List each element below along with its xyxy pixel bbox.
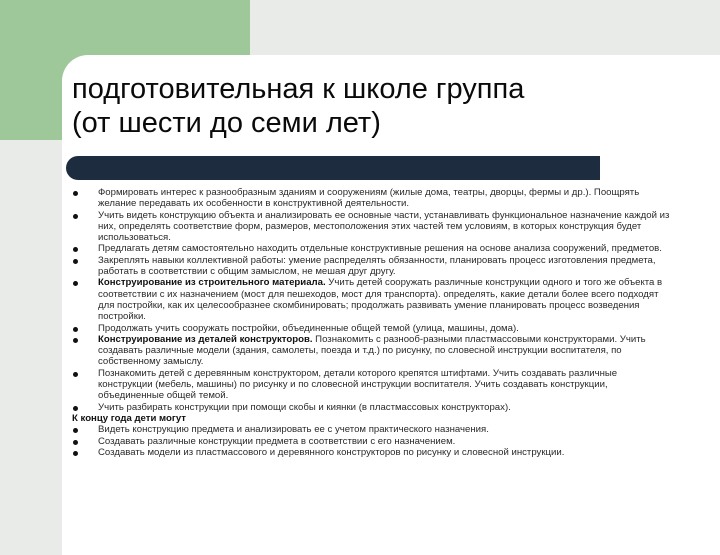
- bullet-icon: [73, 338, 78, 343]
- item-text: Создавать различные конструкции предмета в соответствии с его назначением.: [98, 435, 456, 447]
- list-item: [72, 447, 672, 458]
- item-text: Продолжать учить сооружать постройки, объединенные общей темой (улица, машины, дома).: [98, 322, 519, 334]
- bullet-icon: [73, 247, 78, 252]
- title-line-1: подготовительная к школе группа: [72, 73, 525, 105]
- slide-content: [72, 187, 672, 458]
- bullet-icon: [73, 281, 78, 286]
- item-text: Закреплять навыки коллективной работы: умение распределять обязанности, планировать процесс изготовления предмета, работать в соответствии с общим замыслом, не мешая друг другу.: [98, 254, 656, 278]
- item-text: Познакомить детей с деревянным конструктором, детали которого крепятся штифтами. Учить создавать различные конструкции (мебель, машины) по рисунку и по словесной инструкции воспитателя. Учить создавать конструкции, объединенные общей темой.: [98, 367, 618, 402]
- list-item: [72, 243, 672, 254]
- list-item: [72, 277, 672, 322]
- list-item: [72, 424, 672, 435]
- list-item: [72, 402, 672, 413]
- item-text: Создавать модели из пластмассового и деревянного конструкторов по рисунку и словесной инструкции.: [98, 446, 565, 458]
- slide-title: [72, 72, 524, 140]
- item-text: Учить разбирать конструкции при помощи скобы и киянки (в пластмассовых конструкторах).: [98, 401, 511, 413]
- bullet-icon: [73, 214, 78, 219]
- goals-list: [72, 187, 672, 413]
- bullet-icon: [73, 440, 78, 445]
- item-text: Видеть конструкцию предмета и анализировать ее с учетом практического назначения.: [98, 424, 489, 436]
- bullet-icon: [73, 451, 78, 456]
- list-item: [72, 334, 672, 368]
- title-divider-bar: [66, 156, 600, 180]
- item-text: Учить детей сооружать различные конструкции одного и того же объекта в соответствии с их назначением (мост для пешеходов, мост для транспорта). определять, какие детали более всего подходят для постройки, как их целесообразнее скомбинировать; продолжать развивать умение планировать процесс возведения постройки.: [98, 277, 663, 323]
- outcomes-list: [72, 424, 672, 458]
- item-bold: Конструирование из деталей конструкторов.: [98, 333, 313, 345]
- item-text: Познакомить с разнооб-разными пластмассовыми конструкторами. Учить создавать различные модели (здания, самолеты, поезда и т.д.) по рисунку, по словесной инструкции воспитателя, по собственному замыслу.: [98, 333, 646, 368]
- bullet-icon: [73, 327, 78, 332]
- bullet-icon: [73, 372, 78, 377]
- list-item: [72, 368, 672, 402]
- list-item: [72, 436, 672, 447]
- list-item: [72, 210, 672, 244]
- bullet-icon: [73, 428, 78, 433]
- bullet-icon: [73, 406, 78, 411]
- list-item: [72, 187, 672, 210]
- list-item: [72, 255, 672, 278]
- title-line-2: (от шести до семи лет): [72, 107, 381, 139]
- bullet-icon: [73, 259, 78, 264]
- bullet-icon: [73, 191, 78, 196]
- item-text: Учить видеть конструкцию объекта и анализировать ее основные части, устанавливать функциональное назначение каждой из них, определять соответствие форм, размеров, местоположения этих частей тем условиям, в которых конструкция будет использоваться.: [98, 209, 670, 244]
- item-text: Формировать интерес к разнообразным зданиям и сооружениям (жилые дома, театры, дворцы, фермы и др.). Поощрять желание передавать их особенности в конструктивной деятельности.: [98, 187, 640, 210]
- list-item: [72, 323, 672, 334]
- item-bold: Конструирование из строительного материала.: [98, 277, 326, 289]
- item-text: Предлагать детям самостоятельно находить отдельные конструктивные решения на основе анализа сооружений, предметов.: [98, 243, 662, 255]
- year-end-heading: К концу года дети могут: [72, 412, 186, 424]
